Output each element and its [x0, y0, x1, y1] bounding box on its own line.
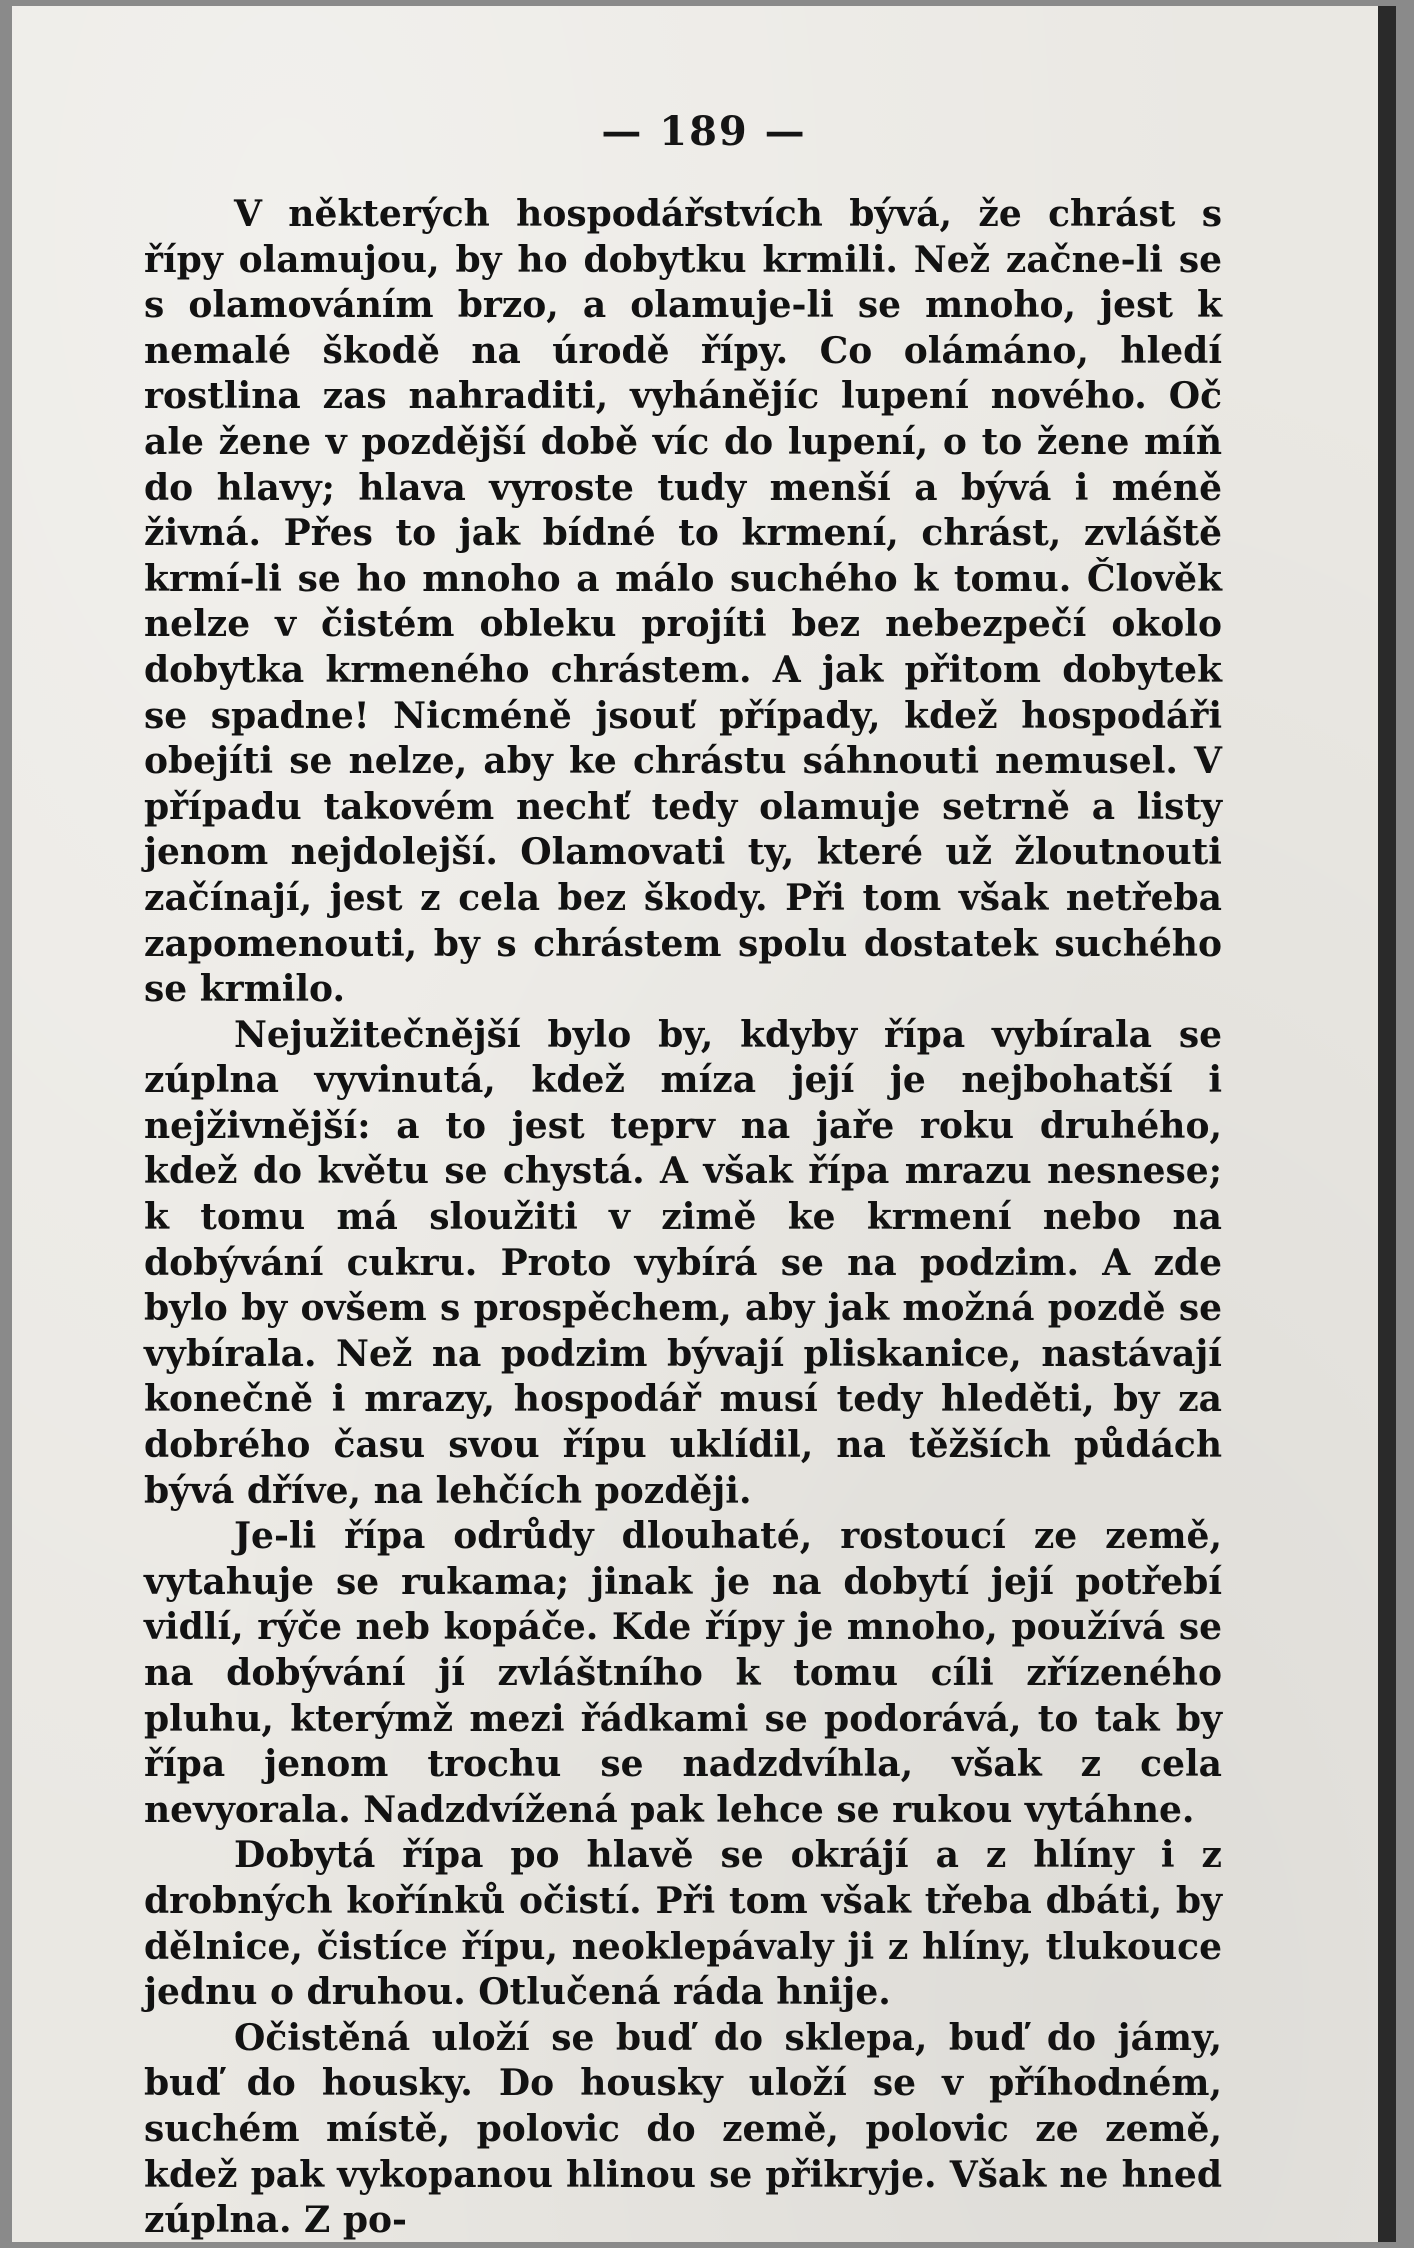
paragraph: Očistěná uloží se buď do sklepa, buď do jámy, buď do housky. Do housky uloží se v příhodném, suchém místě, polovic do země, polovic ze země, kdež pak vykopanou hlinou se přikryje. Však ne hned zúplna. Z po-	[144, 2016, 1222, 2242]
paragraph: Je-li řípa odrůdy dlouhaté, rostoucí ze země, vytahuje se rukama; jinak je na dobytí její potřebí vidlí, rýče neb kopáče. Kde řípy je mnoho, používá se na dobývání jí zvláštního k tomu cíli zřízeného pluhu, kterýmž mezi řádkami se podorává, to tak by řípa jenom trochu se nadzdvíhla, však z cela nevyorala. Nadzdvížená pak lehce se rukou vytáhne.	[144, 1515, 1222, 1831]
paragraph: Dobytá řípa po hlavě se okrájí a z hlíny i z drobných kořínků očistí. Při tom však třeba dbáti, by dělnice, čistíce řípu, neoklepávaly ji z hlíny, tlukouce jednu o druhou. Otlučená ráda hnije.	[144, 1834, 1222, 2014]
paragraph: Nejužitečnější bylo by, kdyby řípa vybírala se zúplna vyvinutá, kdež míza její je nejbohatší i nejživnější: a to jest teprv na jaře roku druhého, kdež do květu se chystá. A však řípa mrazu nesnese; k tomu má sloužiti v zimě ke krmení nebo na dobývání cukru. Proto vybírá se na podzim. A zde bylo by ovšem s prospěchem, aby jak možná pozdě se vybírala. Než na podzim bývají pliskanice, nastávají konečně i mrazy, hospodář musí tedy hleděti, by za dobrého času svou řípu uklídil, na těžších půdách bývá dříve, na lehčích později.	[144, 1013, 1222, 1512]
paragraph: V některých hospodářstvích bývá, že chrást s řípy olamujou, by ho dobytku krmili. Než začne-li se s olamováním brzo, a olamuje-li se mnoho, jest k nemalé škodě na úrodě řípy. Co olámáno, hledí rostlina zas nahraditi, vyhánějíc lupení nového. Oč ale žene v pozdější době víc do lupení, o to žene míň do hlavy; hlava vyroste tudy menší a bývá i méně živná. Přes to jak bídné to krmení, chrást, zvláště krmí-li se ho mnoho a málo suchého k tomu. Člověk nelze v čistém obleku projíti bez nebezpečí okolo dobytka krmeného chrástem. A jak přitom dobytek se spadne! Nicméně jsouť případy, kdež hospodáři obejíti se nelze, aby ke chrástu sáhnouti nemusel. V případu takovém nechť tedy olamuje setrně a listy jenom nejdolejší. Olamovati ty, které už žloutnouti začínají, jest z cela bez škody. Při tom však netřeba zapomenouti, by s chrástem spolu dostatek suchého se krmilo.	[144, 193, 1222, 1011]
page-edge-shadow	[1378, 6, 1396, 2242]
page-number: — 189 —	[601, 108, 807, 155]
book-page	[12, 6, 1396, 2242]
page-body	[144, 192, 1222, 2244]
